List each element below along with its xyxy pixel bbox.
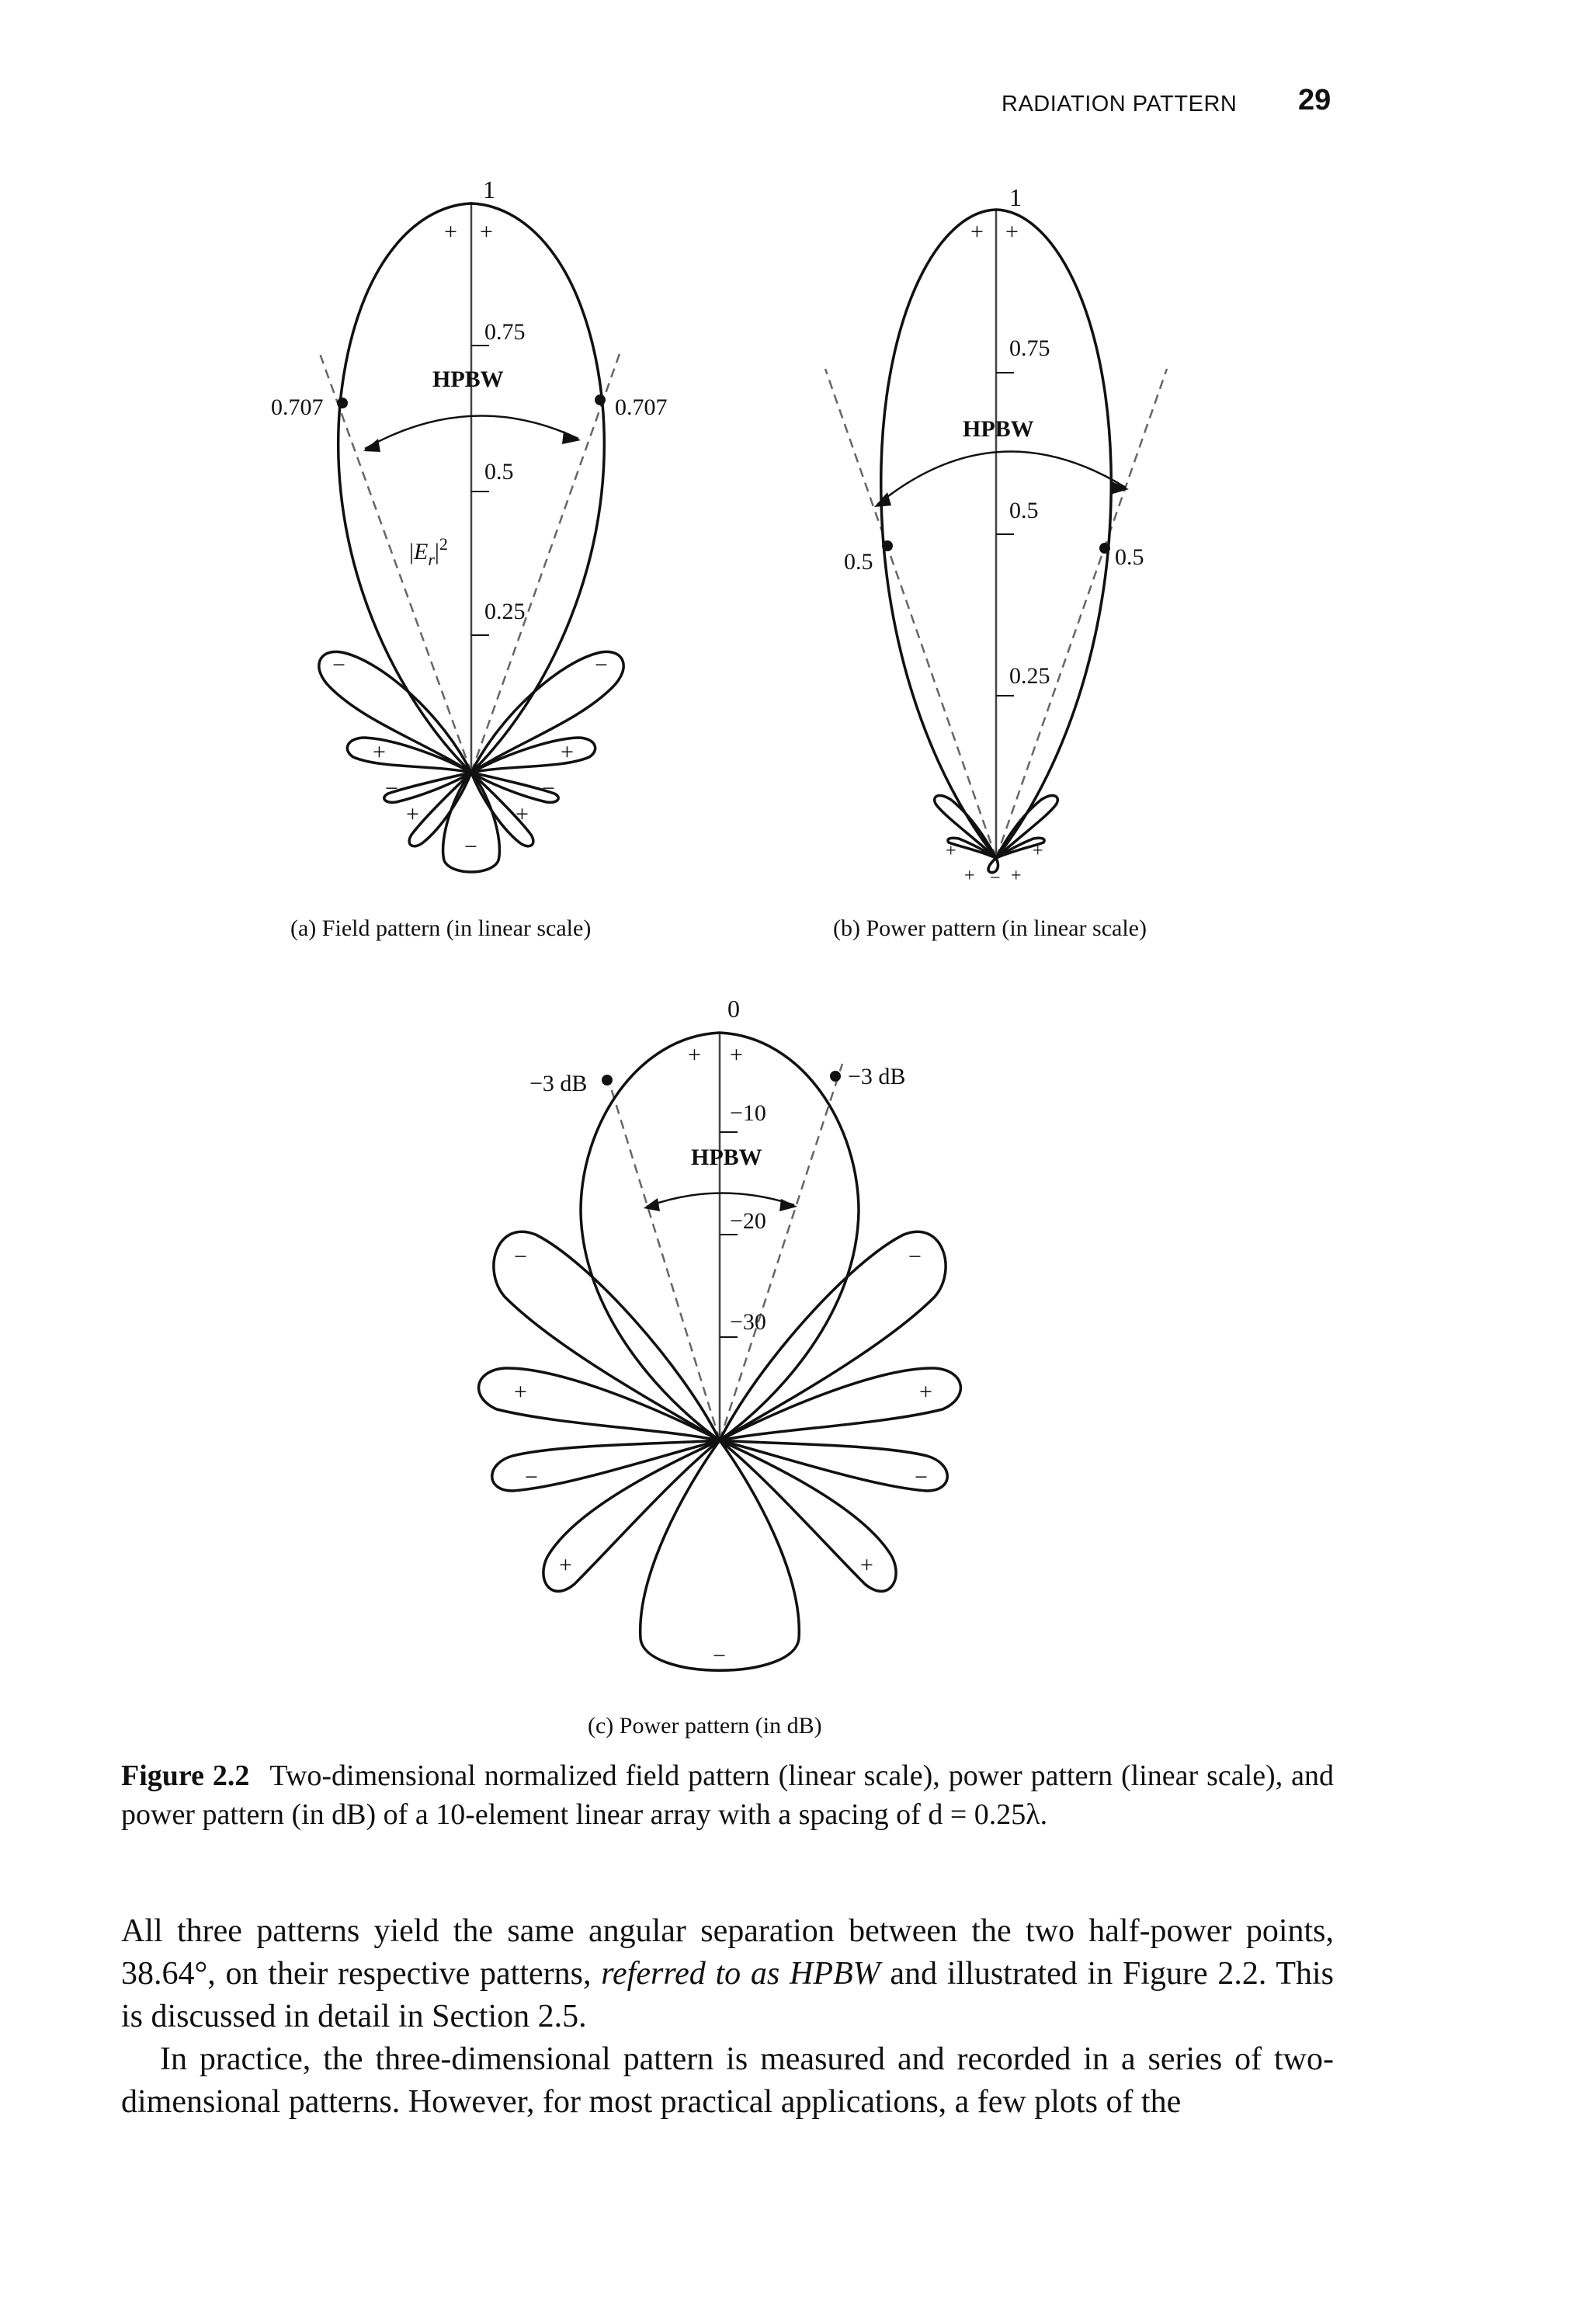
panel-b [825,210,1167,873]
panel-a-quantity-right-bar: | [434,539,439,564]
panel-a-tick-label-075: 0.75 [484,319,526,345]
panel-a-hp-label-left: 0.707 [271,394,324,420]
body-paragraph-1-part-b: referred to as HPBW [601,1956,880,1992]
panel-b-tick-label-025: 0.25 [1009,663,1050,689]
panel-a-sign-7: + [406,801,419,827]
panel-c-hp-label-right: −3 dB [848,1064,906,1089]
panel-b-sign-top-left: + [970,219,984,245]
panel-c-sign-top-right: + [730,1042,743,1068]
page-number: 29 [1298,84,1331,116]
panel-a-quantity-left-bar: | [409,539,415,564]
figure-caption-text: Two-dimensional normalized field pattern (linear scale), power pattern (linear scale), and power pattern (in dB) of a 10-element linear array with a spacing of d = 0.25λ. [121,1760,1335,1831]
panel-b-sign-4: − [990,868,1001,888]
panel-c-sign-2: − [908,1244,922,1270]
panel-c-sign-4: + [919,1379,932,1405]
panel-c-hp-label-left: −3 dB [529,1071,588,1096]
body-paragraph-1 [121,1910,1334,2038]
body-paragraph-2: In practice, the three-dimensional pattern is measured and recorded in a series of two-dimensional patterns. However, for most practical applications, a few plots of the [121,2041,1334,2120]
panel-a-quantity-label [409,534,448,569]
panel-a-sign-3: + [373,739,386,765]
panel-c-sign-6: − [915,1464,928,1490]
figure-caption [121,1756,1334,1834]
panel-a-sign-2: − [595,652,608,678]
body-paragraph-1-part-a: All three patterns yield the same angular separation between the two half-power points, 38.64°, on their respective patterns, [121,1913,1334,1992]
panel-b-hp-label-left: 0.5 [844,549,873,575]
panel-b-tick-label-075: 0.75 [1009,335,1050,361]
panel-a-sign-9: − [464,834,477,860]
panel-c-hpbw-label: HPBW [691,1145,762,1170]
panel-b-sign-3: + [964,866,975,886]
panel-b-hp-label-right: 0.5 [1115,544,1144,570]
panel-c-caption: (c) Power pattern (in dB) [588,1713,822,1739]
panel-c-top-value: 0 [727,995,740,1023]
panel-c [479,1033,961,1670]
panel-b-sign-top-right: + [1005,219,1019,245]
panel-c-tick-label-30: −30 [730,1309,766,1335]
panel-a-hp-point-right [595,394,606,405]
panel-a-quantity-subscript: r [428,550,435,569]
panel-c-tick-label-20: −20 [730,1208,766,1234]
panel-b-caption: (b) Power pattern (in linear scale) [833,915,1147,941]
panel-c-sign-9: − [713,1643,726,1669]
panel-c-hp-point-right [830,1071,841,1082]
panel-b-hpbw-left-line [825,369,996,858]
panel-b-sign-2: + [1033,841,1043,861]
panel-c-arrowhead-right [779,1199,797,1211]
panel-c-sidelobe-left-1 [494,1231,720,1440]
panel-a-sign-top-right: + [480,219,493,245]
panel-b-sign-1: + [946,841,956,861]
panel-c-sign-top-left: + [688,1042,701,1068]
panel-a-sign-5: − [385,776,398,801]
body-paragraph-1-part-c: and illustrated in Figure 2.2. This is discussed in detail in Section 2.5. [121,1956,1335,2034]
panel-a-quantity-exponent: 2 [439,534,448,554]
panel-a-arrowhead-left [363,439,380,452]
panel-b-hp-point-right [1099,543,1110,554]
panel-b-hp-point-left [882,540,893,551]
panel-a-sign-1: − [332,652,345,678]
panel-a-sign-8: + [516,801,529,827]
panel-a-sign-top-left: + [444,219,457,245]
panel-c-sign-8: + [860,1552,873,1578]
panel-c-hp-point-left [602,1075,613,1086]
panel-c-sidelobe-right-3 [720,1440,947,1491]
panel-b-sign-5: + [1011,866,1022,886]
panel-a-hpbw-label: HPBW [432,366,504,392]
panel-a-caption: (a) Field pattern (in linear scale) [290,915,592,941]
panel-a-quantity-symbol: E [414,539,429,564]
panel-a-tick-label-025: 0.25 [484,599,526,624]
panel-a-hp-point-left [337,398,348,408]
panel-a-hpbw-left-line [318,349,471,773]
panel-c-back-lobe [641,1440,800,1670]
panel-b-arrowhead-left [874,492,891,507]
panel-b-top-value: 1 [1009,183,1022,211]
running-header-title: RADIATION PATTERN [1002,92,1238,116]
panel-c-tick-label-10: −10 [730,1100,766,1126]
panel-b-tick-label-05: 0.5 [1009,498,1039,523]
panel-a-top-value: 1 [483,175,495,203]
panel-c-sign-5: − [525,1464,538,1490]
panel-a-sign-4: + [561,739,574,765]
panel-b-hpbw-label: HPBW [963,416,1034,442]
panel-a-hp-label-right: 0.707 [615,394,668,420]
panel-c-sign-3: + [514,1379,527,1405]
panel-c-sign-1: − [514,1244,527,1270]
panel-a-tick-label-05: 0.5 [484,459,514,485]
panel-a [318,202,623,872]
panel-a-hpbw-right-line [471,349,621,773]
panel-a-sign-6: − [542,776,555,801]
panel-b-hpbw-arc [877,451,1126,505]
panel-c-sign-7: + [559,1552,572,1578]
panel-c-hpbw-left-line [607,1075,720,1440]
panel-b-hpbw-right-line [996,369,1167,858]
figure-caption-label: Figure 2.2 [121,1760,250,1792]
